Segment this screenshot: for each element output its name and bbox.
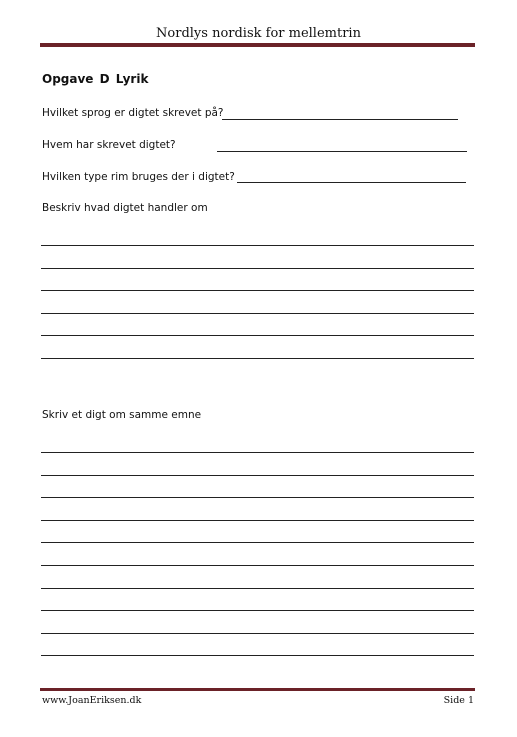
footer-divider — [40, 688, 475, 691]
task-title: Opgave D Lyrik — [42, 72, 149, 86]
writing-line[interactable] — [41, 655, 474, 656]
writing-line[interactable] — [41, 588, 474, 589]
writing-line[interactable] — [41, 245, 474, 246]
writing-line[interactable] — [41, 358, 474, 359]
answer-line-author[interactable] — [217, 151, 467, 152]
answer-line-language[interactable] — [222, 119, 458, 120]
writing-line[interactable] — [41, 290, 474, 291]
writing-line[interactable] — [41, 610, 474, 611]
writing-line[interactable] — [41, 542, 474, 543]
footer-page-number: Side 1 — [443, 695, 474, 706]
question-write-poem: Skriv et digt om samme emne — [42, 409, 202, 421]
header-divider — [40, 43, 475, 47]
writing-line[interactable] — [41, 452, 474, 453]
question-describe-poem: Beskriv hvad digtet handler om — [42, 202, 208, 214]
answer-line-rhyme-type[interactable] — [237, 182, 466, 183]
writing-line[interactable] — [41, 520, 474, 521]
writing-line[interactable] — [41, 565, 474, 566]
writing-line[interactable] — [41, 633, 474, 634]
footer-website: www.JoanEriksen.dk — [42, 695, 142, 706]
question-rhyme-type: Hvilken type rim bruges der i digtet? — [42, 171, 235, 183]
question-language: Hvilket sprog er digtet skrevet på? — [42, 107, 224, 119]
writing-line[interactable] — [41, 497, 474, 498]
writing-line[interactable] — [41, 335, 474, 336]
question-author: Hvem har skrevet digtet? — [42, 139, 176, 151]
writing-line[interactable] — [41, 313, 474, 314]
writing-line[interactable] — [41, 268, 474, 269]
writing-line[interactable] — [41, 475, 474, 476]
page-header-title: Nordlys nordisk for mellemtrin — [156, 26, 361, 41]
